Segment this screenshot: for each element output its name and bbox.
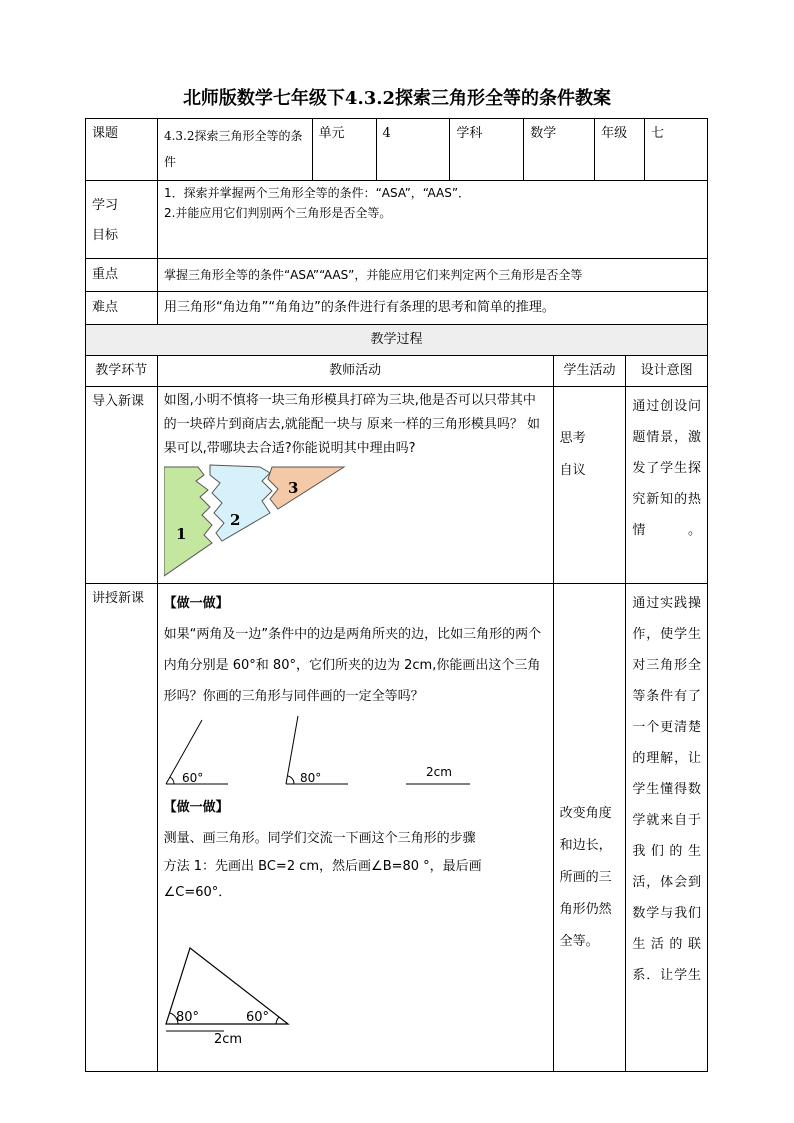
triangle-angle-b-label: 80°	[175, 1010, 199, 1025]
piece-1-label: 1	[175, 525, 187, 543]
student-intro-text: 思考 自议	[559, 431, 586, 478]
col-design-header: 设计意图	[626, 356, 708, 387]
student-activity-teaching	[553, 584, 626, 1072]
objective-2: 2.并能应用它们判别两个三角形是否全等。	[163, 206, 392, 220]
table-row	[86, 584, 708, 1072]
angle-figures	[164, 712, 544, 792]
do-it-heading-2: 【做一做】	[163, 800, 229, 815]
design-intent-intro: 通过创设问题情景，激发了学生探究新知的热情。	[626, 387, 708, 584]
stage-intro: 导入新课	[86, 387, 158, 584]
objectives-label	[86, 181, 158, 259]
student-teaching-text: 改变角度和边长，所画的三角形仍然全等。	[559, 806, 612, 949]
subject-value: 数学	[524, 119, 595, 181]
do-it-paragraph-2: 测量、画三角形。同学们交流一下画这个三角形的步骤	[163, 831, 476, 846]
grade-label: 年级	[595, 119, 645, 181]
difficulty-value: 用三角形“角边角”“角角边”的条件进行有条理的思考和简单的推理。	[157, 292, 707, 325]
grade-value: 七	[645, 119, 708, 181]
triangle-side-label: 2cm	[213, 1032, 242, 1047]
unit-label: 单元	[312, 119, 376, 181]
triangle-figure	[164, 928, 364, 1052]
piece-2-shape	[210, 465, 272, 541]
broken-triangle-figure	[164, 463, 364, 579]
col-student-header: 学生活动	[553, 356, 626, 387]
student-activity-intro	[553, 387, 626, 584]
process-header: 教学过程	[86, 325, 708, 356]
topic-label: 课题	[86, 119, 158, 181]
design-intent-teaching: 通过实践操作，使学生对三角形全等条件有了一个更清楚的理解，让学生懂得数学就来自于我们的生活，体会到数学与我们生活的联系．让学生	[626, 584, 708, 1072]
piece-1-shape	[164, 467, 212, 576]
triangle-angle-c-label: 60°	[245, 1010, 269, 1025]
key-point-label: 重点	[86, 259, 158, 292]
page-title: 北师版数学七年级下4.3.2探索三角形全等的条件教案	[182, 88, 612, 109]
piece-3-shape	[268, 467, 344, 509]
piece-2-label: 2	[229, 511, 241, 529]
difficulty-label: 难点	[86, 292, 158, 325]
teaching-process-table	[85, 324, 708, 1072]
table-row	[86, 387, 708, 584]
col-stage-header: 教学环节	[86, 356, 158, 387]
objective-1: 1．探索并掌握两个三角形全等的条件：“ASA”，“AAS”．	[163, 186, 471, 200]
method-1-text: 方法 1：先画出 BC=2 cm，然后画∠B=80 °，最后画∠C=60°．	[163, 859, 482, 900]
unit-value: 4	[376, 119, 450, 181]
objectives-label-text: 学习目标	[92, 197, 119, 243]
do-it-heading-1: 【做一做】	[163, 596, 229, 611]
lesson-info-table	[85, 118, 708, 325]
angle-60-label: 60°	[181, 771, 203, 785]
segment-2cm-label: 2cm	[425, 765, 452, 779]
angle-80-label: 80°	[299, 771, 321, 785]
stage-teaching: 讲授新课	[86, 584, 158, 1072]
intro-question-text: 如图,小明不慎将一块三角形模具打碎为三块,他是否可以只带其中的一块碎片到商店去,就能配一块与 原来一样的三角形模具吗？ 如果可以,带哪块去合适?你能说明其中理由吗?	[163, 393, 541, 456]
teacher-activity-intro	[157, 387, 553, 584]
subject-label: 学科	[450, 119, 524, 181]
objectives-cell	[157, 181, 707, 259]
piece-3-label: 3	[287, 479, 299, 497]
do-it-paragraph-1: 如果“两角及一边”条件中的边是两角所夹的边，比如三角形的两个内角分别是 60°和 80°，它们所夹的边为 2cm,你能画出这个三角形吗？你画的三角形与同伴画的一定全等吗？	[163, 627, 542, 704]
teacher-activity-teaching	[157, 584, 553, 1072]
key-point-value: 掌握三角形全等的条件“ASA”“AAS”，并能应用它们来判定两个三角形是否全等	[157, 259, 707, 292]
col-teacher-header: 教师活动	[157, 356, 553, 387]
topic-value: 4.3.2探索三角形全等的条件	[157, 119, 312, 181]
